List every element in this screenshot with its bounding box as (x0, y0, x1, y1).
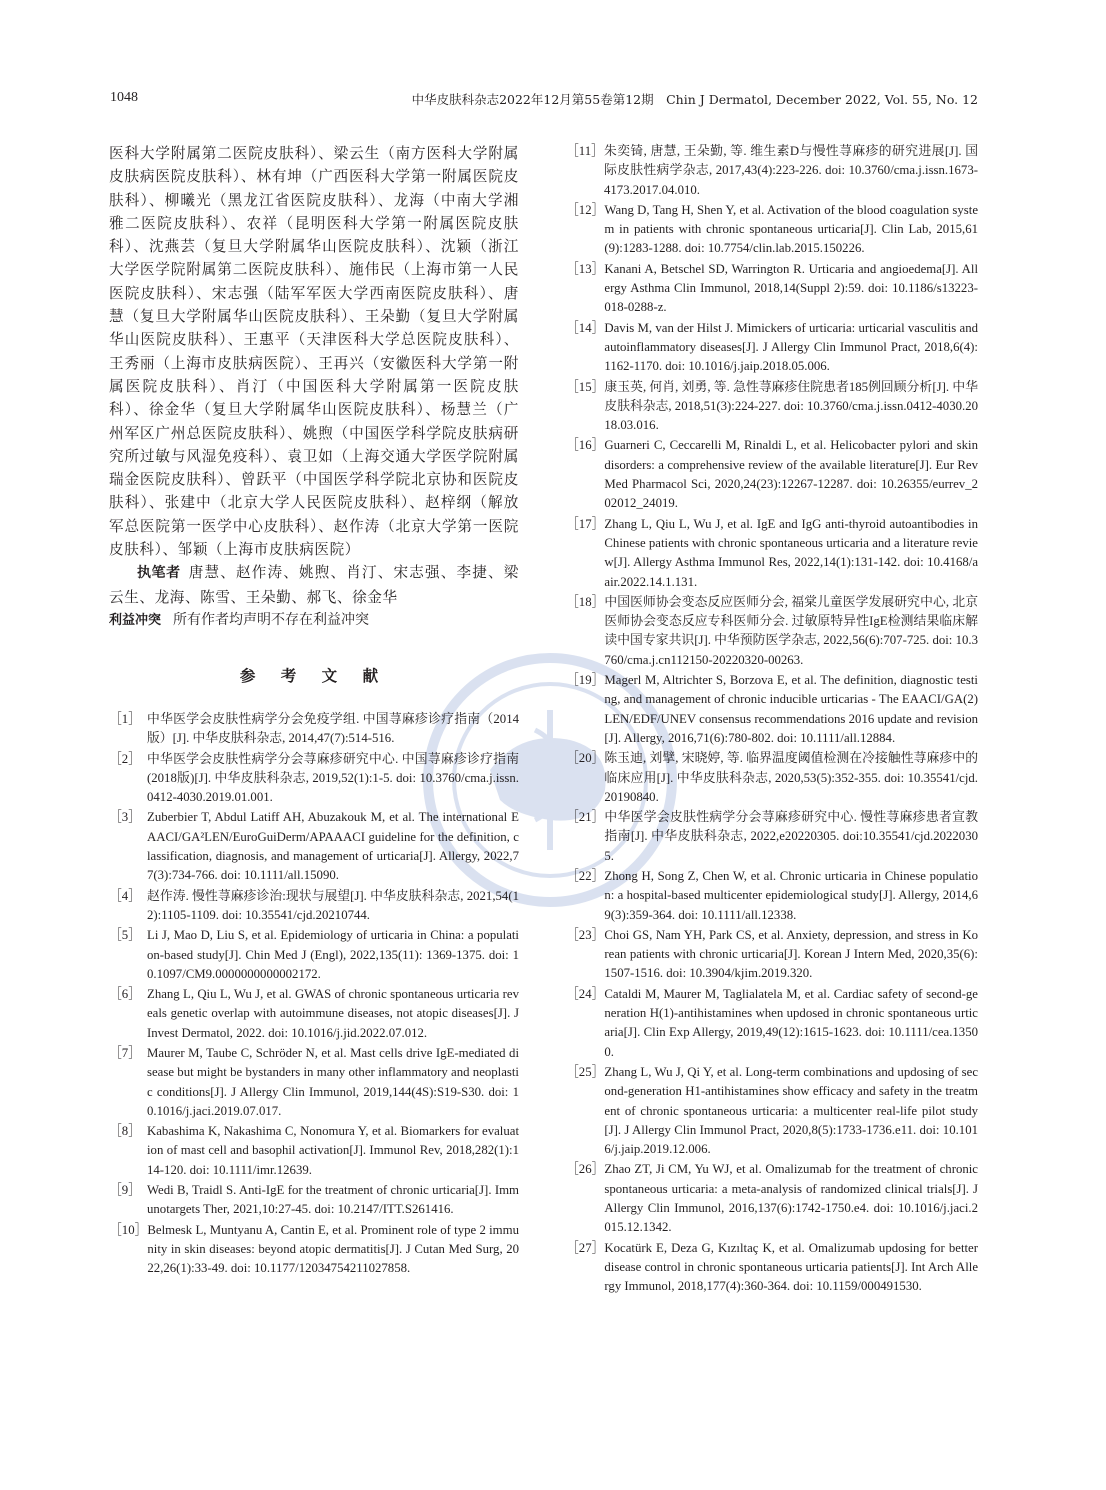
reference-text: Choi GS, Nam YH, Park CS, et al. Anxiety, depression, and stress in Korean patients with chronic urticaria[J]. Korean J Intern Med, 2020,35(6):1507-1516. doi: 10.3904/kjim.2019.320. (604, 927, 978, 981)
reference-number: ［11］ (566, 144, 604, 158)
reference-text: Kocatürk E, Deza G, Kızıltaç K, et al. Omalizumab updosing for better disease control in chronic spontaneous urticaria patients[J]. Int Arch Allergy Immunol, 2018,177(4):360-364. doi: 10.1159/000491530. (604, 1240, 978, 1294)
reference-text: Guarneri C, Ceccarelli M, Rinaldi L, et al. Helicobacter pylori and skin disorders: a comprehensive review of the available literature[J]. Eur Rev Med Pharmacol Sci, 2020,24(23):12267-12287. doi: 10.26355/eurrev_202012_24019. (604, 438, 978, 511)
reference-text: Wang D, Tang H, Shen Y, et al. Activation of the blood coagulation system in patients with chronic spontaneous urticaria[J]. Clin Lab, 2015,61(9):1283-1288. doi: 10.7754/clin.lab.2015.150226. (604, 202, 978, 256)
reference-text: Zhang L, Qiu L, Wu J, et al. GWAS of chronic spontaneous urticaria reveals genetic overlap with autoimmune diseases, not atopic diseases[J]. J Invest Dermatol, 2022. doi: 10.1016/j.jid.2022.07.012. (147, 987, 519, 1040)
reference-text: Wedi B, Traidl S. Anti-IgE for the treatment of chronic urticaria[J]. Immunotargets Ther, 2021,10:27-45. doi: 10.2147/ITT.S261416. (147, 1183, 519, 1217)
reference-number: ［25］ (566, 1064, 605, 1079)
reference-item (566, 142, 978, 200)
reference-number: ［12］ (566, 202, 605, 217)
conflict-text: 所有作者均声明不存在利益冲突 (173, 611, 370, 628)
reference-text: Cataldi M, Maurer M, Taglialatela M, et al. Cardiac safety of second-generation H(1)-antihistamines when updosed in chronic spontaneous urticaria[J]. Clin Exp Allergy, 2019,49(12):1615-1623. doi: 10.1111/cea.13500. (604, 986, 978, 1059)
reference-item (109, 887, 519, 926)
committee-members-text: 医科大学附属第二医院皮肤科）、梁云生（南方医科大学附属皮肤病医院皮肤科）、林有坤（广西医科大学第一附属医院皮肤科）、柳曦光（黑龙江省医院皮肤科）、龙海（中南大学湘雅二医院皮肤科）、农祥（昆明医科大学第一附属医院皮肤科）、沈燕芸（复旦大学附属华山医院皮肤科）、沈颖（浙江大学医学院附属第二医院皮肤科）、施伟民（上海市第一人民医院皮肤科）、宋志强（陆军军医大学西南医院皮肤科）、唐慧（复旦大学附属华山医院皮肤科）、王朵勤（复旦大学附属华山医院皮肤科）、王惠平（天津医科大学总医院皮肤科）、王秀丽（上海市皮肤病医院）、王再兴（安徽医科大学第一附属医院皮肤科）、肖汀（中国医科大学附属第一医院皮肤科）、徐金华（复旦大学附属华山医院皮肤科）、杨慧兰（广州军区广州总医院皮肤科）、姚煦（中国医学科学院皮肤病研究所过敏与风湿免疫科）、袁卫如（上海交通大学医学院附属瑞金医院皮肤科）、曾跃平（中国医学科学院北京协和医院皮肤科）、张建中（北京大学人民医院皮肤科）、赵梓纲（解放军总医院第一医学中心皮肤科）、赵作涛（北京大学第一医院皮肤科）、邹颖（上海市皮肤病医院） (109, 145, 519, 559)
reference-number: ［15］ (566, 379, 605, 394)
reference-text: Zhang L, Qiu L, Wu J, et al. IgE and IgG anti-thyroid autoantibodies in Chinese patients with chronic spontaneous urticaria and a literature review[J]. Allergy Asthma Immunol Res, 2022,14(1):131-142. doi: 10.4168/aair.2022.14.1.131. (604, 516, 978, 589)
reference-number: ［5］ (109, 928, 141, 943)
reference-text: 中国医师协会变态反应医师分会, 福棠儿童医学发展研究中心, 北京医师协会变态反应专科医师分会. 过敏原特异性IgE检测结果临床解读中国专家共识[J]. 中华预防医学杂志, 2022,56(6):707-725. doi: 10.3760/cma.j.cn112150-20220320-00263. (604, 594, 978, 667)
reference-list-right (566, 142, 978, 1297)
page-number: 1048 (110, 90, 138, 105)
reference-number: ［9］ (109, 1183, 141, 1198)
reference-text: Zuberbier T, Abdul Latiff AH, Abuzakouk M, et al. The international EAACI/GA²LEN/EuroGuiDerm/APAAACI guideline for the definition, classification, diagnosis, and management of urticaria[J]. Allergy, 2022,77(3):734-766. doi: 10.1111/all.15090. (147, 810, 519, 883)
reference-number: ［8］ (109, 1124, 141, 1139)
reference-item (566, 1063, 978, 1159)
reference-item (566, 867, 978, 925)
reference-item (109, 985, 519, 1043)
reference-number: ［1］ (109, 711, 141, 726)
reference-item (109, 1181, 519, 1220)
reference-number: ［2］ (109, 751, 141, 766)
right-column (566, 142, 978, 1298)
reference-text: Kanani A, Betschel SD, Warrington R. Urticaria and angioedema[J]. Allergy Asthma Clin Immunol, 2018,14(Suppl 2):59. doi: 10.1186/s13223-018-0288-z. (604, 261, 978, 315)
reference-text: 康玉英, 何肖, 刘勇, 等. 急性荨麻疹住院患者185例回顾分析[J]. 中华皮肤科杂志, 2018,51(3):224-227. doi: 10.3760/cma.j.issn.0412-4030.2018.03.016. (604, 379, 978, 433)
reference-item (109, 1122, 519, 1180)
reference-number: ［24］ (566, 986, 605, 1001)
references-heading: 参 考 文 献 (239, 666, 389, 685)
reference-item (109, 750, 519, 808)
reference-number: ［23］ (566, 927, 605, 942)
page-header (110, 90, 978, 112)
reference-number: ［13］ (566, 261, 605, 276)
reference-item (566, 926, 978, 984)
reference-text: 赵作涛. 慢性荨麻疹诊治:现状与展望[J]. 中华皮肤科杂志, 2021,54(12):1105-1109. doi: 10.35541/cjd.20210744. (147, 888, 519, 922)
reference-text: 朱奕锜, 唐慧, 王朵勤, 等. 维生素D与慢性荨麻疹的研究进展[J]. 国际皮肤性病学杂志, 2017,43(4):223-226. doi: 10.3760/cma.j.issn.1673-4173.2017.04.010. (604, 144, 978, 197)
reference-item (109, 1044, 519, 1121)
reference-number: ［10］ (109, 1222, 148, 1237)
reference-number: ［14］ (566, 320, 605, 335)
writers-label: 执笔者 (137, 565, 181, 582)
reference-item (109, 926, 519, 984)
reference-number: ［19］ (566, 673, 605, 688)
reference-number: ［21］ (566, 810, 605, 825)
reference-text: Zhang L, Wu J, Qi Y, et al. Long-term combinations and updosing of second-generation H1-antihistamines show efficacy and safety in the treatment of chronic spontaneous urticaria: a multicenter real-life pilot study[J]. J Allergy Clin Immunol Pract, 2020,8(5):1733-1736.e11. doi: 10.1016/j.jaip.2019.12.006. (604, 1064, 978, 1157)
reference-item (566, 436, 978, 513)
reference-item (566, 1239, 978, 1297)
reference-number: ［3］ (109, 810, 141, 825)
reference-number: ［22］ (566, 868, 605, 883)
reference-text: Davis M, van der Hilst J. Mimickers of urticaria: urticarial vasculitis and autoinflammatory diseases[J]. J Allergy Clin Immunol Pract, 2018,6(4):1162-1170. doi: 10.1016/j.jaip.2018.05.006. (604, 320, 978, 374)
reference-item (566, 749, 978, 807)
reference-item (109, 710, 519, 749)
reference-text: 中华医学会皮肤性病学分会免疫学组. 中国荨麻疹诊疗指南（2014版）[J]. 中华皮肤科杂志, 2014,47(7):514-516. (147, 711, 519, 746)
reference-item (566, 808, 978, 866)
reference-text: 陈玉迪, 刘擘, 宋晓婷, 等. 临界温度阈值检测在冷接触性荨麻疹中的临床应用[J]. 中华皮肤科杂志, 2020,53(5):352-355. doi: 10.35541/cjd.20190840. (604, 751, 978, 804)
reference-item (566, 515, 978, 592)
reference-list-left (109, 710, 519, 1279)
reference-text: Li J, Mao D, Liu S, et al. Epidemiology of urticaria in China: a population-based study[J]. Chin Med J (Engl), 2022,135(11): 1369-1375. doi: 10.1097/CM9.0000000000002172. (147, 928, 519, 981)
reference-item (109, 808, 519, 885)
reference-number: ［7］ (109, 1045, 141, 1060)
reference-number: ［17］ (566, 516, 605, 531)
writers-names: 唐慧、赵作涛、姚煦、肖汀、宋志强、李捷、梁云生、龙海、陈雪、王朵勤、郝飞、徐金华 (109, 564, 519, 606)
reference-text: 中华医学会皮肤性病学分会荨麻疹研究中心. 慢性荨麻疹患者宣教指南[J]. 中华皮肤科杂志, 2022,e20220305. doi:10.35541/cjd.20220305. (604, 810, 978, 863)
conflict-label: 利益冲突 (109, 612, 162, 628)
reference-text: Magerl M, Altrichter S, Borzova E, et al. The definition, diagnostic testing, and management of chronic inducible urticarias - The EAACI/GA(2) LEN/EDF/UNEV consensus recommendations 2016 update and revision[J]. Allergy, 2016,71(6):780-802. doi: 10.1111/all.12884. (604, 673, 978, 745)
reference-text: Zhao ZT, Ji CM, Yu WJ, et al. Omalizumab for the treatment of chronic spontaneous urticaria: a meta-analysis of randomized clinical trials[J]. J Allergy Clin Immunol, 2016,137(6):1742-1750.e4. doi: 10.1016/j.jaci.2015.12.1342. (604, 1162, 978, 1235)
reference-number: ［27］ (566, 1240, 605, 1255)
reference-number: ［6］ (109, 987, 141, 1002)
reference-item (109, 1221, 519, 1279)
reference-number: ［16］ (566, 438, 605, 453)
reference-text: Kabashima K, Nakashima C, Nonomura Y, et al. Biomarkers for evaluation of mast cell and basophil activation[J]. Immunol Rev, 2018,282(1):114-120. doi: 10.1111/imr.12639. (147, 1124, 519, 1177)
reference-item (566, 985, 978, 1062)
reference-item (566, 1160, 978, 1237)
reference-text: Maurer M, Taube C, Schröder N, et al. Mast cells drive IgE-mediated disease but might be bystanders in many other inflammatory and neoplastic conditions[J]. J Allergy Clin Immunol, 2019,144(4S):S19-S30. doi: 10.1016/j.jaci.2019.07.017. (147, 1045, 519, 1118)
journal-running-title: 中华皮肤科杂志2022年12月第55卷第12期 Chin J Dermatol, December 2022, Vol. 55, No. 12 (411, 92, 978, 107)
reference-item (566, 671, 978, 748)
reference-number: ［4］ (109, 888, 141, 903)
writers-line (109, 561, 519, 609)
reference-text: Belmesk L, Muntyanu A, Cantin E, et al. Prominent role of type 2 immunity in skin diseases: beyond atopic dermatitis[J]. J Cutan Med Surg, 2022,26(1):33-49. doi: 10.1177/12034754211027858. (147, 1222, 519, 1276)
reference-text: Zhong H, Song Z, Chen W, et al. Chronic urticaria in Chinese population: a hospital-based multicenter epidemiological study[J]. Allergy, 2014,69(3):359-364. doi: 10.1111/all.12338. (604, 868, 978, 922)
conflict-of-interest-line (109, 609, 519, 632)
left-column (109, 142, 519, 1280)
reference-item (566, 260, 978, 318)
reference-number: ［20］ (566, 751, 605, 766)
reference-number: ［26］ (566, 1162, 605, 1177)
reference-number: ［18］ (566, 594, 605, 609)
reference-item (566, 378, 978, 436)
reference-text: 中华医学会皮肤性病学分会荨麻疹研究中心. 中国荨麻疹诊疗指南(2018版)[J]. 中华皮肤科杂志, 2019,52(1):1-5. doi: 10.3760/cma.j.issn.0412-4030.2019.01.001. (147, 751, 519, 805)
reference-item (566, 201, 978, 259)
reference-item (566, 593, 978, 670)
reference-item (566, 319, 978, 377)
